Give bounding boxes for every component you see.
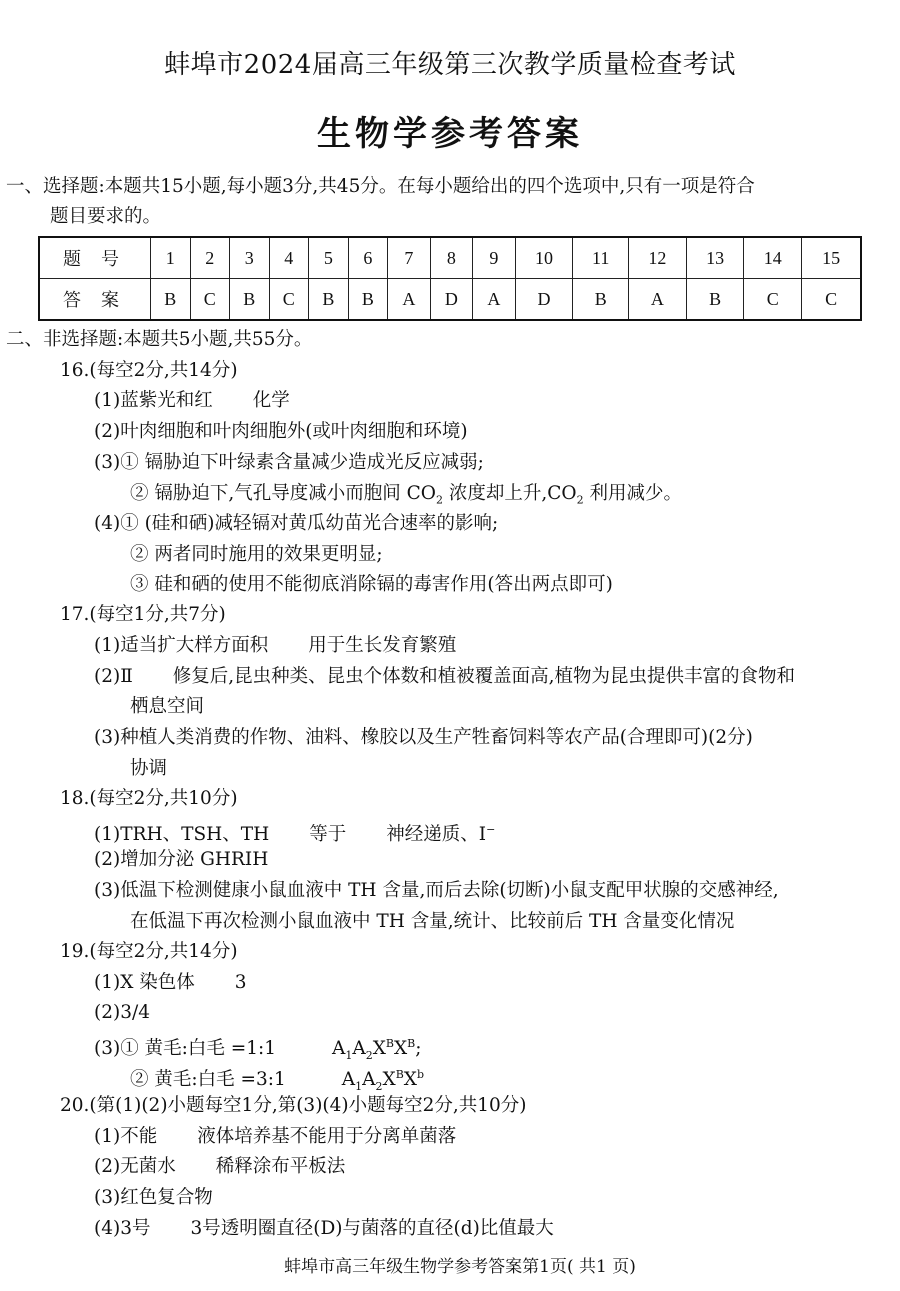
q19-heading: 19.(每空2分,共14分) bbox=[60, 941, 238, 962]
answer-cell: B bbox=[309, 279, 349, 321]
question-number: 1 bbox=[151, 237, 191, 279]
q18-part1: (1)TRH、TSH、TH 等于 神经递质、I− bbox=[94, 823, 496, 846]
answer-cell: C bbox=[744, 279, 802, 321]
q16-part4-1: (4)① (硅和硒)减轻镉对黄瓜幼苗光合速率的影响; bbox=[94, 513, 499, 534]
answer-cell: A bbox=[629, 279, 687, 321]
q18-heading: 18.(每空2分,共10分) bbox=[60, 788, 238, 809]
q19-part2: (2)3/4 bbox=[94, 1002, 150, 1023]
question-number: 7 bbox=[388, 237, 431, 279]
page-title: 生物学参考答案 bbox=[317, 114, 583, 154]
question-number: 15 bbox=[802, 237, 861, 279]
question-number: 11 bbox=[573, 237, 629, 279]
q17-part1: (1)适当扩大样方面积 用于生长发育繁殖 bbox=[94, 635, 457, 656]
exam-title: 蚌埠市2024届高三年级第三次教学质量检查考试 bbox=[164, 50, 736, 80]
q20-heading: 20.(第(1)(2)小题每空1分,第(3)(4)小题每空2分,共10分) bbox=[60, 1095, 527, 1116]
answer-cell: B bbox=[230, 279, 270, 321]
question-number: 14 bbox=[744, 237, 802, 279]
question-number: 6 bbox=[348, 237, 388, 279]
answer-cell: B bbox=[573, 279, 629, 321]
q16-heading: 16.(每空2分,共14分) bbox=[60, 360, 238, 381]
question-number-label: 题号 bbox=[39, 237, 151, 279]
q17-heading: 17.(每空1分,共7分) bbox=[60, 604, 226, 625]
answer-cell: D bbox=[430, 279, 473, 321]
q17-part3: (3)种植人类消费的作物、油料、橡胶以及生产牲畜饲料等农产品(合理即可)(2分) bbox=[94, 727, 753, 748]
question-number: 10 bbox=[515, 237, 573, 279]
section2-heading: 二、非选择题:本题共5小题,共55分。 bbox=[6, 329, 313, 350]
answer-row bbox=[39, 279, 861, 321]
question-number: 4 bbox=[269, 237, 309, 279]
answer-table bbox=[38, 236, 862, 321]
question-number: 8 bbox=[430, 237, 473, 279]
q17-part3-cont: 协调 bbox=[130, 758, 168, 779]
question-number: 12 bbox=[629, 237, 687, 279]
q16-part3-1: (3)① 镉胁迫下叶绿素含量减少造成光反应减弱; bbox=[94, 452, 484, 473]
answer-cell: A bbox=[473, 279, 516, 321]
answer-cell: C bbox=[190, 279, 230, 321]
answer-cell: B bbox=[686, 279, 744, 321]
q20-part1: (1)不能 液体培养基不能用于分离单菌落 bbox=[94, 1126, 457, 1147]
q16-part1: (1)蓝紫光和红 化学 bbox=[94, 390, 290, 411]
section1-instruction-line1: 一、选择题:本题共15小题,每小题3分,共45分。在每小题给出的四个选项中,只有一项是符合 bbox=[6, 176, 755, 197]
q16-part2: (2)叶肉细胞和叶肉细胞外(或叶肉细胞和环境) bbox=[94, 421, 468, 442]
section1-instruction-line2: 题目要求的。 bbox=[50, 206, 162, 227]
q19-part1: (1)X 染色体 3 bbox=[94, 972, 247, 993]
q18-part3: (3)低温下检测健康小鼠血液中 TH 含量,而后去除(切断)小鼠支配甲状腺的交感神经, bbox=[94, 880, 779, 901]
question-number: 5 bbox=[309, 237, 349, 279]
page-footer: 蚌埠市高三年级生物学参考答案第1页( 共1 页) bbox=[284, 1257, 636, 1277]
answer-cell: D bbox=[515, 279, 573, 321]
q19-part3-2: ② 黄毛:白毛 =3:1 $A_1A_2X^BX^b$ bbox=[130, 1068, 425, 1093]
q18-part3-cont: 在低温下再次检测小鼠血液中 TH 含量,统计、比较前后 TH 含量变化情况 bbox=[130, 911, 735, 932]
question-number-row bbox=[39, 237, 861, 279]
q16-part4-2: ② 两者同时施用的效果更明显; bbox=[130, 544, 383, 565]
question-number: 13 bbox=[686, 237, 744, 279]
q16-part3-2: ② 镉胁迫下,气孔导度减小而胞间 $CO_2$ 浓度却上升$,CO_2$ 利用减少。 bbox=[130, 483, 682, 507]
q17-part2-cont: 栖息空间 bbox=[130, 696, 205, 717]
answer-cell: B bbox=[348, 279, 388, 321]
answer-cell: C bbox=[802, 279, 861, 321]
q17-part2: (2)Ⅱ 修复后,昆虫种类、昆虫个体数和植被覆盖面高,植物为昆虫提供丰富的食物和 bbox=[94, 666, 796, 687]
q20-part3: (3)红色复合物 bbox=[94, 1187, 213, 1208]
question-number: 3 bbox=[230, 237, 270, 279]
answer-label: 答案 bbox=[39, 279, 151, 321]
q20-part4: (4)3号 3号透明圈直径(D)与菌落的直径(d)比值最大 bbox=[94, 1218, 554, 1239]
q16-part4-3: ③ 硅和硒的使用不能彻底消除镉的毒害作用(答出两点即可) bbox=[130, 574, 613, 595]
question-number: 2 bbox=[190, 237, 230, 279]
q19-part3-1: (3)① 黄毛:白毛 =1:1 $A_1A_2X^BX^B$; bbox=[94, 1037, 422, 1062]
answer-cell: B bbox=[151, 279, 191, 321]
answer-cell: A bbox=[388, 279, 431, 321]
q20-part2: (2)无菌水 稀释涂布平板法 bbox=[94, 1156, 346, 1177]
answer-cell: C bbox=[269, 279, 309, 321]
question-number: 9 bbox=[473, 237, 516, 279]
q18-part2: (2)增加分泌 GHRIH bbox=[94, 849, 269, 870]
